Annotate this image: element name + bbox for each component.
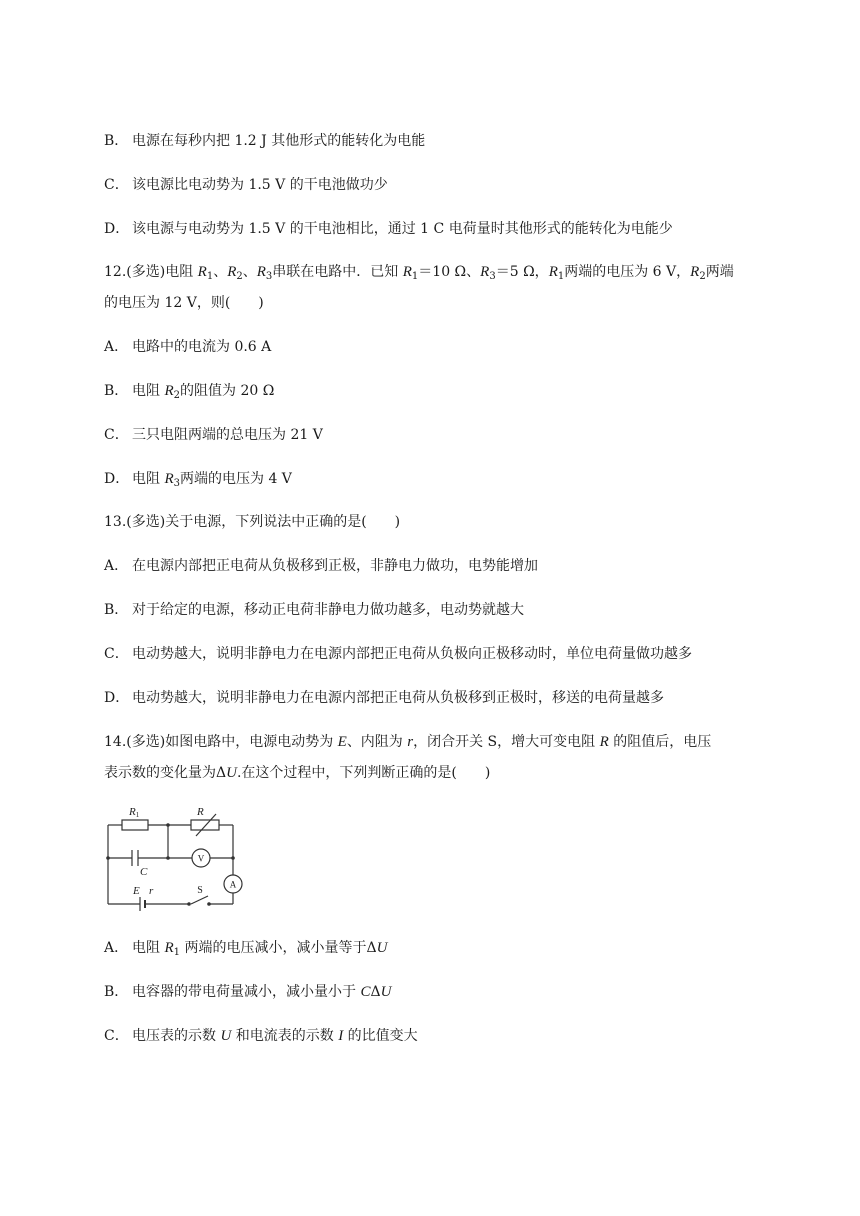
q11-option-b <box>104 131 764 151</box>
q14-option-a: A． 电阻 $R_1$ 两端的电压减小，减小量等于ΔU <box>104 940 388 958</box>
q11-option-c <box>104 175 764 195</box>
option-text: 该电源与电动势为 1.5 V 的干电池相比，通过 1 C 电荷量时其他形式的能转化为电能少 <box>132 221 673 237</box>
switch-s <box>191 896 208 904</box>
label-s: S <box>197 885 203 896</box>
q14-stem-line2: 表示数的变化量为ΔU.在这个过程中，下列判断正确的是( ) <box>104 765 491 781</box>
variable-resistor-r <box>191 820 219 830</box>
q14-stem-line1: 14.(多选)如图电路中，电源电动势为 E、内阻为 r，闭合开关 S，增大可变电阻 R 的阻值后，电压 <box>104 734 712 750</box>
option-text: 该电源比电动势为 1.5 V 的干电池做功少 <box>132 177 388 193</box>
q11-option-d <box>104 219 764 239</box>
q12-stem-line2: 的电压为 12 V，则( ) <box>104 295 264 311</box>
resistor-r1 <box>122 820 148 830</box>
label-r-internal: r <box>149 885 154 897</box>
option-label: D． <box>104 221 130 237</box>
q12-option-c: C． 三只电阻两端的总电压为 21 V <box>104 427 323 443</box>
option-label: B． <box>104 133 129 149</box>
q12-option-d: D． 电阻 $R_3$两端的电压为 4 V <box>104 471 292 489</box>
circuit-diagram <box>100 800 250 912</box>
q13-option-b: B． 对于给定的电源，移动正电荷非静电力做功越多，电动势就越大 <box>104 602 524 618</box>
label-v: V <box>197 853 205 864</box>
label-r: R <box>197 806 204 818</box>
label-a: A <box>229 879 237 890</box>
q12-option-b: B． 电阻 $R_2$的阻值为 20 Ω <box>104 383 275 401</box>
label-e: E <box>133 885 140 897</box>
label-r1: R1 <box>129 806 140 819</box>
q12-option-a: A． 电路中的电流为 0.6 A <box>104 339 272 355</box>
q13-option-d: D． 电动势越大，说明非静电力在电源内部把正电荷从负极移到正极时，移送的电荷量越多 <box>104 690 664 706</box>
q13-option-c: C． 电动势越大，说明非静电力在电源内部把正电荷从负极向正极移动时，单位电荷量做功越多 <box>104 646 692 662</box>
q13-option-a: A． 在电源内部把正电荷从负极移到正极，非静电力做功，电势能增加 <box>104 558 538 574</box>
option-text: 电源在每秒内把 1.2 J 其他形式的能转化为电能 <box>132 133 426 149</box>
label-c: C <box>140 866 148 878</box>
q14-option-b: B． 电容器的带电荷量减小，减小量小于 CΔU <box>104 984 392 1000</box>
option-label: C． <box>104 177 129 193</box>
q14-option-c: C． 电压表的示数 U 和电流表的示数 I 的比值变大 <box>104 1028 418 1044</box>
q12-stem-line1: 12.(多选)电阻 $R_1$、$R_2$、$R_3$串联在电路中．已知 $R_1=10$ Ω、$R_3=5$ Ω，$R_1$两端的电压为 6 V，$R_2$两端 <box>104 264 734 282</box>
q13-stem: 13.(多选)关于电源，下列说法中正确的是( ) <box>104 514 401 530</box>
